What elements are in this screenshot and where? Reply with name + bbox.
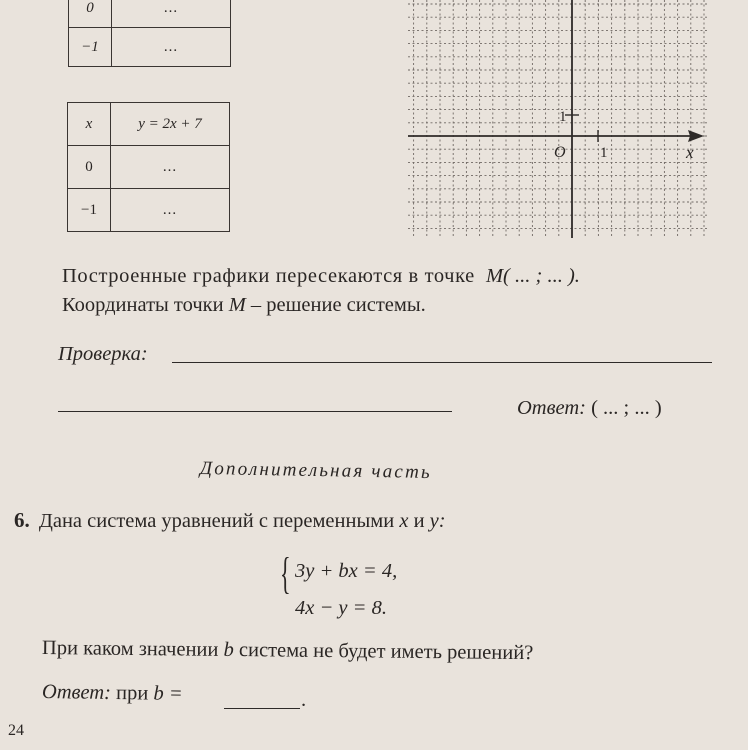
var-x: x	[399, 510, 409, 532]
var-y: y:	[429, 510, 446, 532]
table1-x-cell: 0	[69, 0, 112, 28]
origin-label: O	[554, 144, 566, 161]
section-heading: Дополнительная часть	[199, 457, 432, 484]
question-text-a: При каком значении	[41, 637, 219, 661]
answer2-blank-line[interactable]	[224, 708, 300, 709]
grid-lines	[408, 0, 708, 238]
check-answer-line[interactable]	[172, 362, 712, 363]
x-tick-label: 1	[600, 145, 608, 161]
answer2-label: Ответ:	[41, 681, 112, 704]
table2-y-cell[interactable]: ...	[111, 146, 230, 189]
intersection-point[interactable]: M( ... ; ... ).	[485, 265, 580, 287]
answer-label: Ответ:	[517, 397, 586, 419]
values-table-2	[67, 102, 230, 232]
answer2-text: при	[115, 682, 149, 705]
var-b: b	[223, 638, 234, 662]
question-text-b: система не будет иметь решений?	[238, 639, 534, 665]
intersection-line-2	[62, 291, 426, 319]
x-axis-label: x	[686, 143, 694, 162]
point-m: M	[228, 294, 246, 316]
task-number: 6.	[14, 508, 30, 532]
table2-x-cell: −1	[68, 189, 111, 232]
system-brace-icon: {	[280, 549, 291, 598]
table2-y-cell[interactable]: ...	[111, 189, 230, 232]
check-label: Проверка:	[58, 343, 148, 365]
y-tick-label: 1	[559, 109, 567, 125]
answer2-period: .	[301, 689, 307, 711]
equation-1: 3y + bx = 4,	[295, 560, 398, 582]
check-continuation-line[interactable]	[58, 411, 452, 412]
table2-x-cell: 0	[68, 146, 111, 189]
table2-header-x: x	[68, 103, 111, 146]
task-question	[42, 634, 534, 667]
x-axis-arrow-icon	[688, 130, 704, 142]
intersection-text: Построенные графики пересекаются в точке	[62, 265, 475, 287]
table2-header-y: y = 2x + 7	[111, 103, 230, 146]
table1-y-cell[interactable]: ...	[112, 0, 231, 28]
values-table-1	[68, 0, 231, 67]
task-6-statement	[14, 506, 446, 535]
coordinates-text: Координаты точки	[62, 294, 224, 316]
answer-2	[42, 678, 183, 708]
coordinate-grid[interactable]	[404, 0, 712, 238]
answer2-var: b =	[153, 682, 183, 705]
equation-2: 4x − y = 8.	[295, 597, 387, 619]
table1-y-cell[interactable]: ...	[112, 28, 231, 67]
answer-value[interactable]: ( ... ; ... )	[591, 397, 662, 419]
and-word: и	[413, 510, 425, 532]
solution-text: – решение системы.	[250, 294, 426, 316]
intersection-line-1	[62, 262, 580, 290]
answer-1	[517, 394, 662, 422]
page-number: 24	[8, 722, 24, 739]
table1-x-cell: −1	[69, 28, 112, 67]
task-text: Дана система уравнений с переменными	[38, 510, 395, 532]
